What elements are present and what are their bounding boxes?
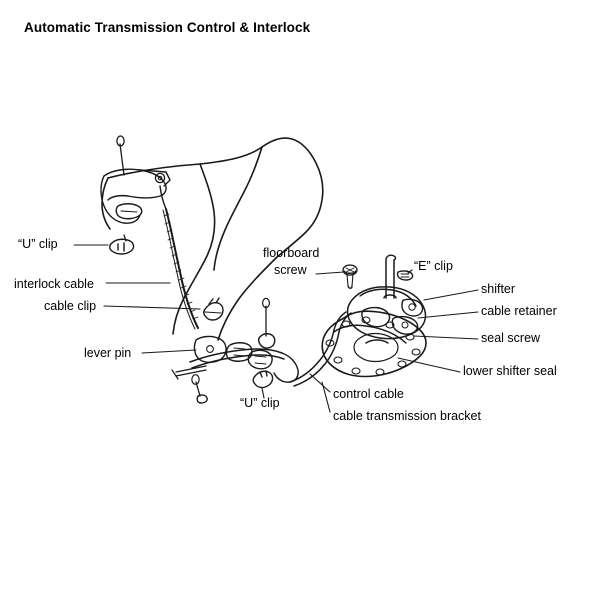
interlock-lever-assembly [101,136,170,223]
label-floorboard-screw-line1: floorboard [263,246,320,260]
label-u-clip-upper: “U” clip [18,237,58,251]
label-cable-transmission-bracket: cable transmission bracket [333,409,481,423]
floor-tunnel-contour [102,138,323,340]
label-u-clip-lower: “U” clip [240,396,280,410]
label-interlock-cable: interlock cable [14,277,94,291]
label-control-cable: control cable [333,387,404,401]
u-clip-upper-part [110,235,134,254]
shifter-part [384,255,396,298]
label-shifter: shifter [481,282,516,296]
transmission-shifter-housing [322,287,426,377]
label-lever-pin: lever pin [84,346,132,360]
e-clip-part [398,271,413,280]
label-seal-screw: seal screw [481,331,541,345]
floorboard-screw-part [343,265,357,288]
cable-clip-part [204,298,223,320]
interlock-cable-part [163,209,198,329]
page-title: Automatic Transmission Control & Interlock [24,20,311,35]
label-floorboard-screw-line2: screw [274,263,307,277]
label-cable-clip: cable clip [44,299,97,313]
label-cable-retainer: cable retainer [481,304,557,318]
label-e-clip: “E” clip [414,259,453,273]
label-lower-shifter-seal: lower shifter seal [463,364,557,378]
